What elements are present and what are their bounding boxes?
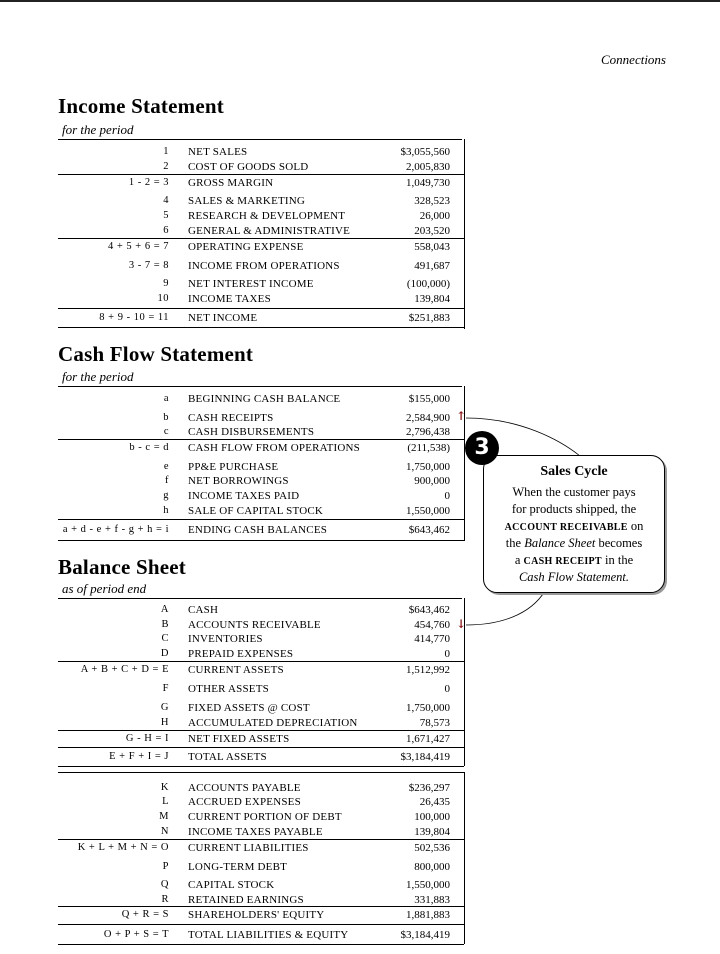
row-code: L (162, 796, 169, 807)
down-arrow-icon: ↓ (456, 617, 467, 631)
row-value: 1,671,427 (406, 733, 450, 745)
callout-word: the (505, 536, 522, 550)
step-number-badge: 3 (465, 431, 499, 465)
row-code: K + L + M + N = O (77, 842, 169, 853)
row-value: 414,770 (414, 633, 450, 645)
balance-sheet-title: Balance Sheet (58, 555, 187, 579)
row-code: N (160, 826, 169, 837)
callout-line (484, 519, 664, 534)
row-code: P (162, 861, 169, 872)
row-label: ACCUMULATED DEPRECIATION (188, 717, 358, 729)
row-value: $236,297 (408, 782, 450, 794)
row-code: D (160, 648, 169, 659)
row-value: $251,883 (408, 312, 450, 324)
row-label: OTHER ASSETS (188, 683, 269, 695)
row-value: 139,804 (414, 293, 450, 305)
callout-word: on (630, 519, 644, 533)
sales-cycle-callout (483, 455, 665, 593)
row-label: SALES & MARKETING (188, 195, 306, 207)
row-code: G (160, 702, 169, 713)
row-code: 1 (163, 146, 169, 157)
row-value: 1,750,000 (406, 702, 450, 714)
row-code: a (163, 393, 169, 404)
row-code: g (163, 490, 169, 501)
row-value: 800,000 (414, 861, 450, 873)
income-statement-title: Income Statement (58, 94, 224, 118)
row-label: CASH (188, 604, 219, 616)
row-code: 5 (163, 210, 169, 221)
row-label: CASH DISBURSEMENTS (188, 426, 315, 438)
row-value: 2,796,438 (406, 426, 450, 438)
row-label: TOTAL LIABILITIES & EQUITY (188, 929, 349, 941)
row-value: 2,005,830 (406, 161, 450, 173)
callout-term: Balance Sheet (524, 536, 596, 550)
row-label: CAPITAL STOCK (188, 879, 275, 891)
row-value: 1,550,000 (406, 879, 450, 891)
row-value: 1,550,000 (406, 505, 450, 517)
callout-term: ACCOUNT RECEIVABLE (504, 522, 628, 533)
row-value: $3,055,560 (400, 146, 450, 158)
row-code: Q (160, 879, 169, 890)
row-code: O + P + S = T (103, 929, 169, 940)
row-code: A (160, 604, 169, 615)
row-value: 2,584,900 (406, 412, 450, 424)
cash-flow-statement-title: Cash Flow Statement (58, 342, 254, 366)
callout-term: CASH RECEIPT (523, 556, 602, 567)
row-code: 4 + 5 + 6 = 7 (107, 241, 169, 252)
row-label: SHAREHOLDERS' EQUITY (188, 909, 325, 921)
row-code: A + B + C + D = E (80, 664, 169, 675)
row-label: PP&E PURCHASE (188, 461, 279, 473)
row-label: GENERAL & ADMINISTRATIVE (188, 225, 351, 237)
row-label: GROSS MARGIN (188, 177, 274, 189)
row-label: RESEARCH & DEVELOPMENT (188, 210, 346, 222)
row-value: 502,536 (414, 842, 450, 854)
row-code: 4 (163, 195, 169, 206)
row-label: CASH FLOW FROM OPERATIONS (188, 442, 360, 454)
row-label: CURRENT LIABILITIES (188, 842, 309, 854)
row-value: 26,000 (419, 210, 450, 222)
row-label: NET FIXED ASSETS (188, 733, 290, 745)
row-label: NET INCOME (188, 312, 258, 324)
row-value: 0 (444, 648, 450, 660)
row-code: 2 (163, 161, 169, 172)
row-label: NET SALES (188, 146, 248, 158)
row-value: 0 (444, 490, 450, 502)
row-label: INCOME TAXES PAID (188, 490, 300, 502)
row-label: ACCRUED EXPENSES (188, 796, 301, 808)
row-code: M (159, 811, 169, 822)
row-label: TOTAL ASSETS (188, 751, 267, 763)
row-label: ACCOUNTS PAYABLE (188, 782, 301, 794)
row-code: 9 (163, 278, 169, 289)
row-value: $3,184,419 (400, 929, 450, 941)
row-value: 203,520 (414, 225, 450, 237)
row-label: INVENTORIES (188, 633, 263, 645)
row-code: 1 - 2 = 3 (128, 177, 169, 188)
row-code: E + F + I = J (109, 751, 169, 762)
row-code: G - H = I (125, 733, 169, 744)
row-label: PREPAID EXPENSES (188, 648, 294, 660)
row-label: NET BORROWINGS (188, 475, 289, 487)
up-arrow-icon: ↑ (456, 409, 467, 423)
row-code: 3 - 7 = 8 (128, 260, 169, 271)
row-value: 328,523 (414, 195, 450, 207)
row-value: 1,750,000 (406, 461, 450, 473)
row-value: (100,000) (406, 278, 450, 290)
cash-flow-statement-subtitle: for the period (62, 369, 134, 384)
row-code: K (160, 782, 169, 793)
row-code: H (160, 717, 169, 728)
row-code: 10 (157, 293, 169, 304)
row-code: b (163, 412, 169, 423)
row-value: 0 (444, 683, 450, 695)
row-value: 558,043 (414, 241, 450, 253)
row-label: INCOME TAXES (188, 293, 271, 305)
row-value: 78,573 (419, 717, 450, 729)
callout-title: Sales Cycle (540, 464, 608, 479)
row-value: 1,881,883 (406, 909, 450, 921)
callout-line: Cash Flow Statement. (518, 570, 630, 584)
row-value: 1,049,730 (406, 177, 450, 189)
row-value: 100,000 (414, 811, 450, 823)
row-code: 8 + 9 - 10 = 11 (99, 312, 169, 323)
row-code: h (163, 505, 169, 516)
row-value: $643,462 (408, 524, 450, 536)
row-value: 900,000 (414, 475, 450, 487)
row-label: ACCOUNTS RECEIVABLE (188, 619, 321, 631)
callout-line: for products shipped, the (511, 502, 637, 516)
row-label: FIXED ASSETS @ COST (188, 702, 310, 714)
row-code: e (163, 461, 169, 472)
row-code: Q + R = S (121, 909, 169, 920)
callout-word: becomes (598, 536, 643, 550)
row-label: INCOME FROM OPERATIONS (188, 260, 340, 272)
row-value: 331,883 (414, 894, 450, 906)
row-code: C (161, 633, 169, 644)
row-label: NET INTEREST INCOME (188, 278, 314, 290)
row-code: 6 (163, 225, 169, 236)
row-label: COST OF GOODS SOLD (188, 161, 309, 173)
callout-word: a (514, 553, 521, 567)
row-label: LONG-TERM DEBT (188, 861, 288, 873)
row-code: b - c = d (129, 442, 169, 453)
row-value: $155,000 (408, 393, 450, 405)
callout-line (484, 553, 664, 568)
row-value: $3,184,419 (400, 751, 450, 763)
balance-sheet-subtitle: as of period end (62, 581, 147, 596)
row-value: (211,538) (407, 442, 450, 454)
row-value: 139,804 (414, 826, 450, 838)
row-code: R (161, 894, 169, 905)
row-label: INCOME TAXES PAYABLE (188, 826, 323, 838)
row-value: 1,512,992 (406, 664, 450, 676)
row-label: RETAINED EARNINGS (188, 894, 304, 906)
row-label: BEGINNING CASH BALANCE (188, 393, 341, 405)
callout-line: When the customer pays (512, 485, 636, 499)
row-label: CASH RECEIPTS (188, 412, 274, 424)
row-code: c (163, 426, 169, 437)
row-code: a + d - e + f - g + h = i (62, 524, 169, 535)
row-label: SALE OF CAPITAL STOCK (188, 505, 324, 517)
connector-to-accounts-receivable (466, 591, 545, 625)
row-code: F (162, 683, 169, 694)
row-label: ENDING CASH BALANCES (188, 524, 328, 536)
row-value: $643,462 (408, 604, 450, 616)
page-header-title: Connections (601, 52, 666, 67)
row-code: f (165, 475, 169, 486)
row-value: 454,760 (414, 619, 450, 631)
row-label: CURRENT PORTION OF DEBT (188, 811, 342, 823)
row-value: 26,435 (419, 796, 450, 808)
row-value: 491,687 (414, 260, 450, 272)
income-statement-subtitle: for the period (62, 122, 134, 137)
row-label: OPERATING EXPENSE (188, 241, 304, 253)
row-code: B (161, 619, 169, 630)
row-label: CURRENT ASSETS (188, 664, 284, 676)
callout-word: in the (605, 553, 634, 567)
callout-line (484, 536, 664, 551)
